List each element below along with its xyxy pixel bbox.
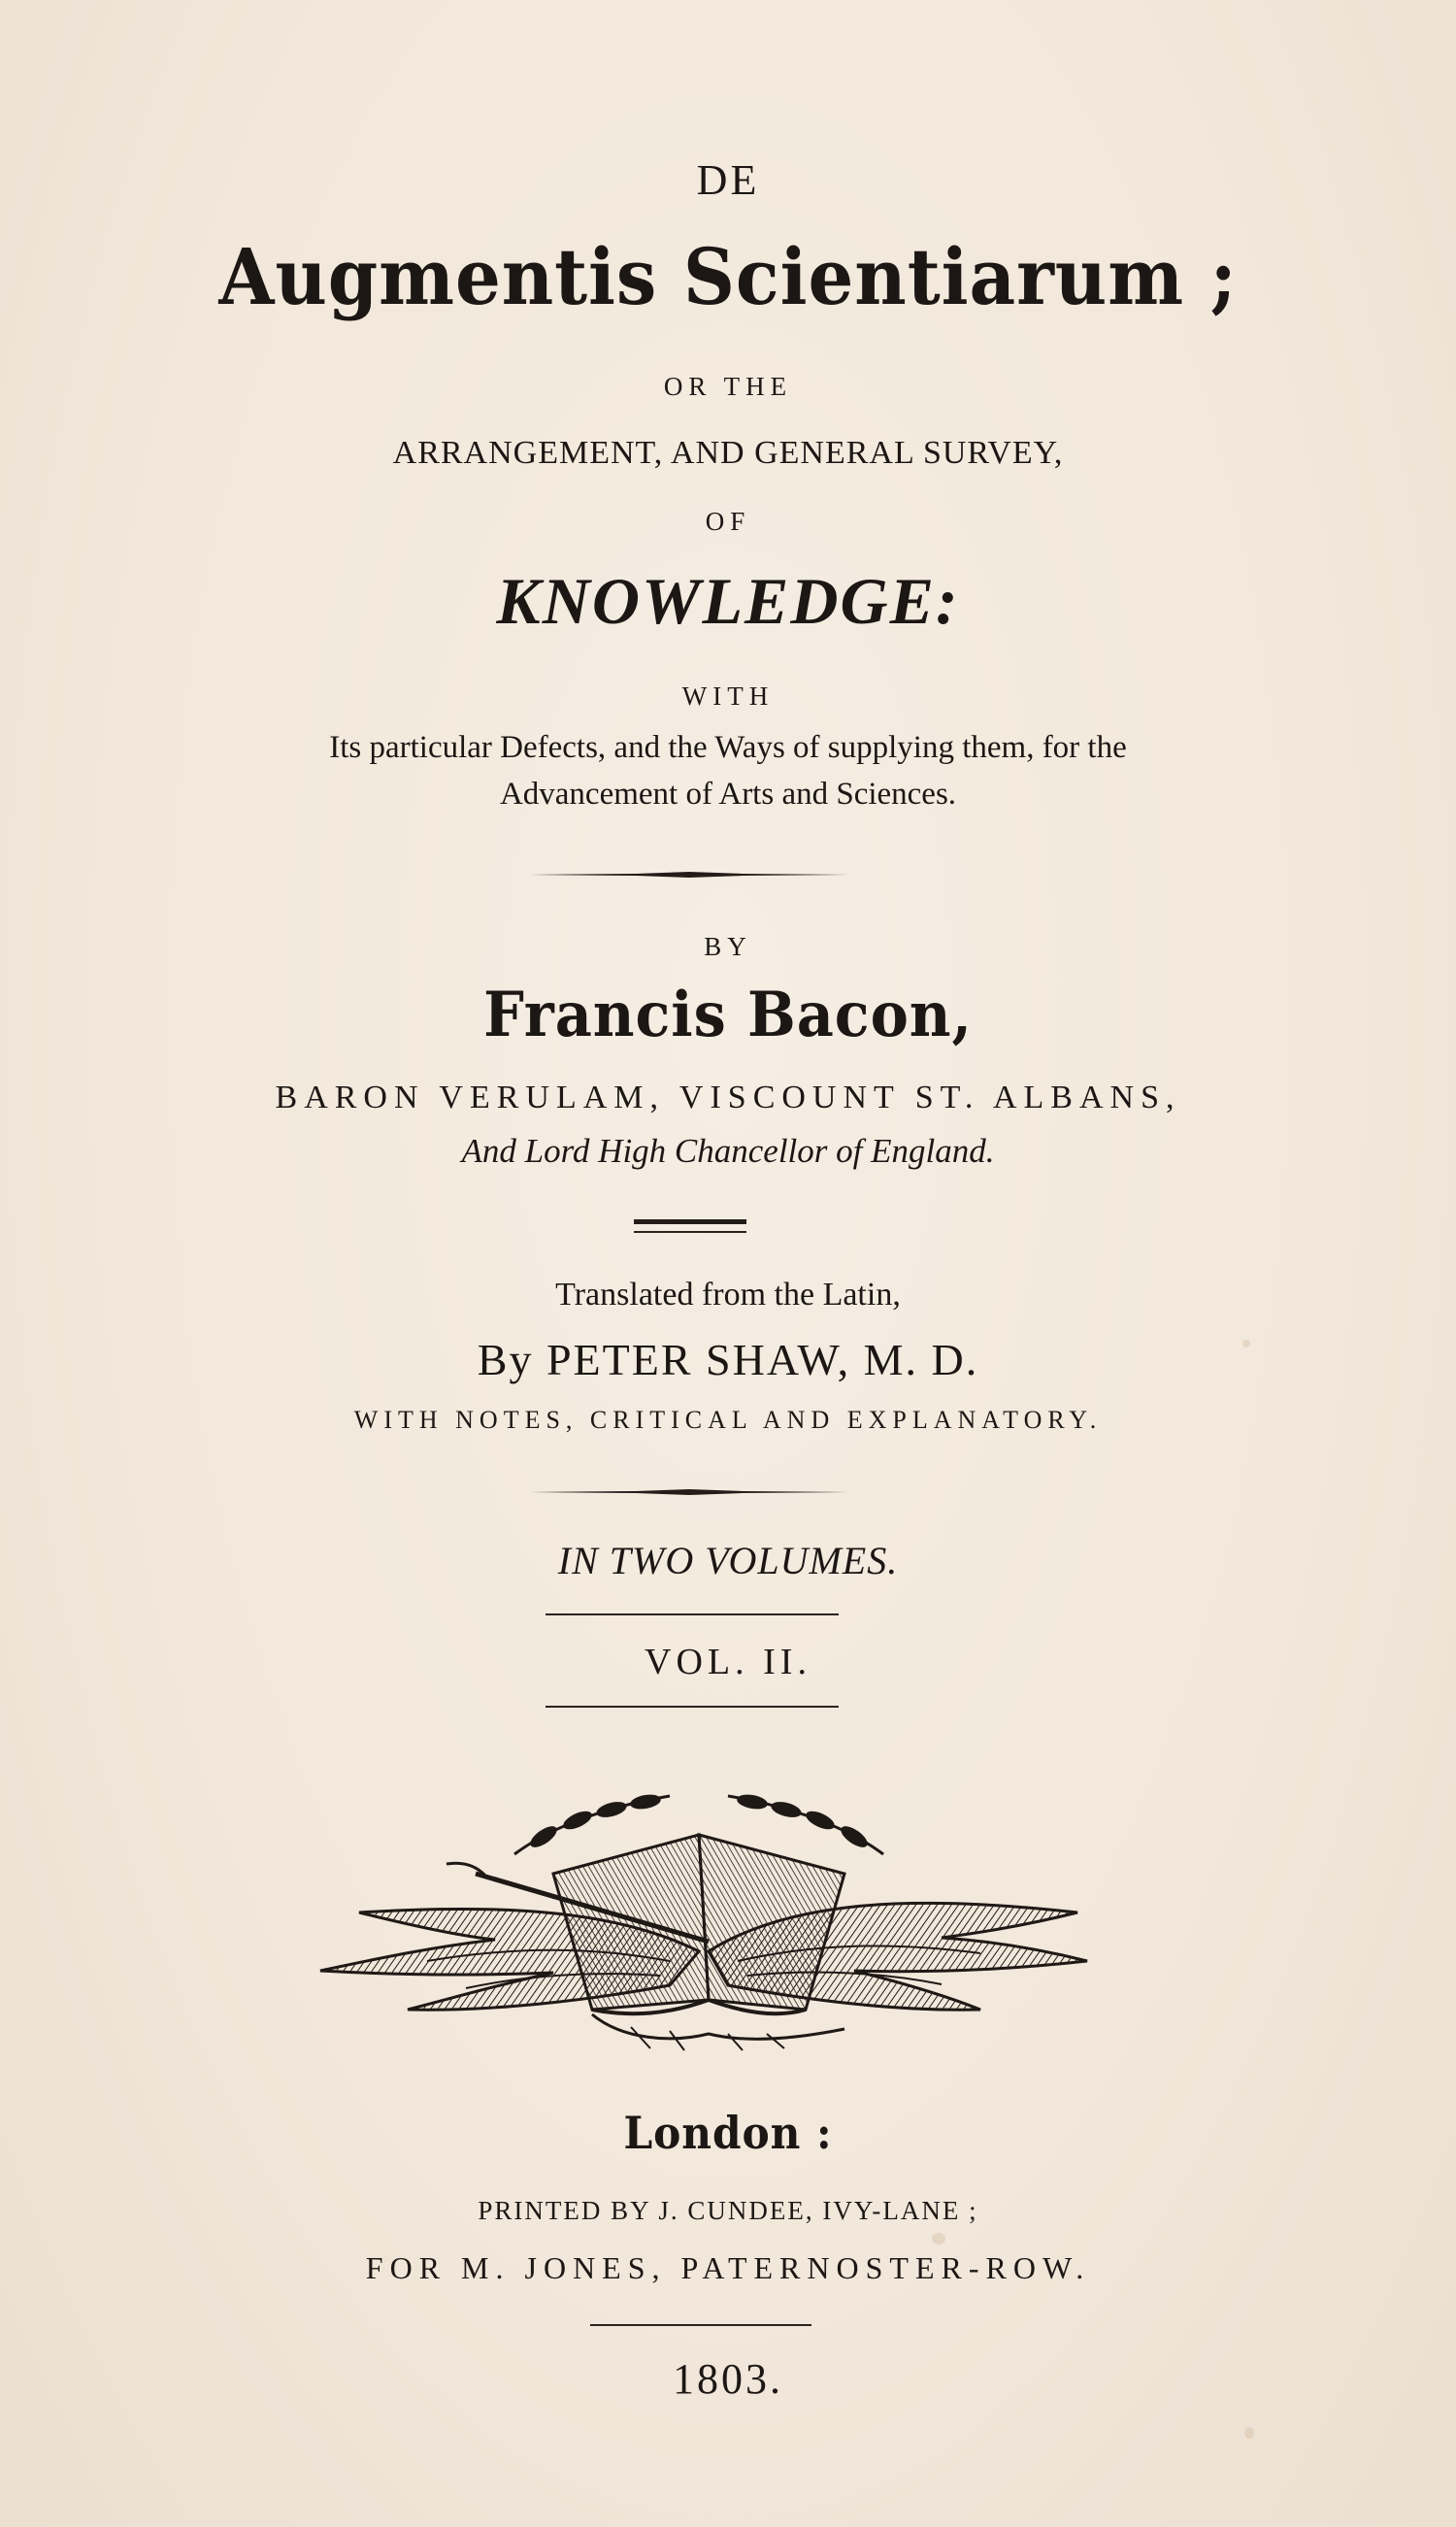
decorative-rule: [529, 871, 849, 879]
printer-line: PRINTED BY J. CUNDEE, IVY-LANE ;: [478, 2196, 978, 2225]
author-office: And Lord High Chancellor of England.: [461, 1132, 995, 1170]
publisher-line: FOR M. JONES, PATERNOSTER-ROW.: [365, 2250, 1091, 2285]
foxing-spot: [932, 2233, 945, 2244]
volumes-line: IN TWO VOLUMES.: [557, 1539, 899, 1582]
thin-rule: [590, 2324, 811, 2326]
knowledge-title: KNOWLEDGE:: [496, 564, 960, 638]
description-line-2: Advancement of Arts and Sciences.: [499, 777, 957, 812]
notes-line: WITH NOTES, CRITICAL AND EXPLANATORY.: [353, 1406, 1103, 1434]
of: OF: [705, 507, 751, 536]
thin-rule: [546, 1706, 839, 1708]
foxing-spot: [1244, 2427, 1254, 2439]
short-rule: [634, 1231, 746, 1233]
by: BY: [704, 932, 752, 961]
author-titles: BARON VERULAM, VISCOUNT ST. ALBANS,: [275, 1080, 1181, 1115]
year-line: 1803.: [673, 2355, 783, 2403]
winged-book-ornament: [301, 1767, 1097, 2058]
title-blackletter: Augmentis Scientiarum ;: [218, 231, 1238, 322]
title-de: DE: [696, 156, 760, 204]
short-rule: [634, 1219, 746, 1224]
with: WITH: [681, 682, 775, 711]
or-the: OR THE: [663, 372, 793, 401]
thin-rule: [546, 1613, 839, 1615]
author-blackletter: Francis Bacon,: [483, 979, 973, 1051]
translator-line: By PETER SHAW, M. D.: [477, 1335, 979, 1384]
translated-line: Translated from the Latin,: [555, 1277, 901, 1313]
volume-number: VOL. II.: [645, 1642, 811, 1682]
description-line-1: Its particular Defects, and the Ways of supplying them, for the: [329, 730, 1127, 765]
city-blackletter: London :: [623, 2107, 833, 2159]
subtitle: ARRANGEMENT, AND GENERAL SURVEY,: [392, 435, 1064, 471]
decorative-rule: [529, 1488, 849, 1496]
